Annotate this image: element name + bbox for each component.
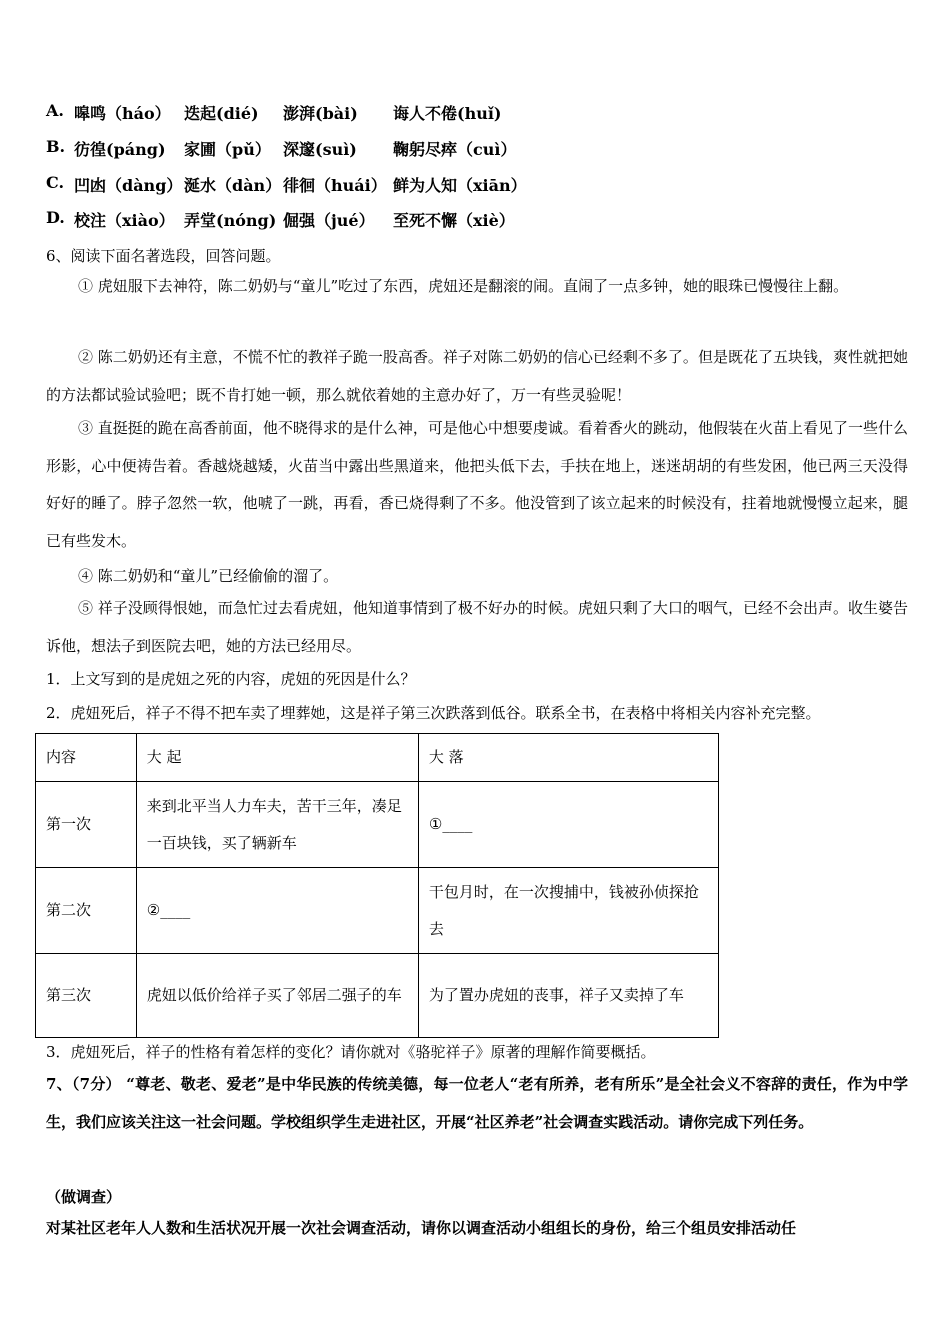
option-item: 倔强（jué）: [283, 211, 375, 230]
table-header: 内容: [36, 734, 137, 782]
table-cell: 第二次: [36, 868, 137, 954]
sub-question-1: 1．上文写到的是虎妞之死的内容，虎妞的死因是什么？: [46, 670, 416, 688]
option-item: 校注（xiào）: [74, 211, 175, 230]
fill-in-table: [35, 733, 719, 1038]
section-heading: （做调查）: [46, 1188, 122, 1206]
table-cell: 第三次: [36, 954, 137, 1038]
option-item: 鞠躬尽瘁（cuì）: [393, 140, 517, 159]
option-item: 澎湃(bài): [283, 104, 358, 123]
option-item: 嗥鸣（háo）: [74, 104, 171, 123]
option-item: 涎水（dàn）: [184, 176, 282, 195]
table-cell: 虎妞以低价给祥子买了邻居二强子的车: [136, 954, 418, 1038]
option-item: 彷徨(páng): [74, 140, 166, 159]
table-row: [36, 868, 719, 954]
option-item: 家圃（pǔ）: [184, 140, 271, 159]
question-7-intro: 7、（7分） “尊老、敬老、爱老”是中华民族的传统美德，每一位老人“老有所养，老有所乐”是全社会义不容辞的责任，作为中学生，我们应该关注这一社会问题。学校组织学生走进社区，开展“社区养老”社会调查实践活动。请你完成下列任务。: [46, 1075, 908, 1131]
excerpt-paragraph-3: ③ 直挺挺的跪在高香前面，他不晓得求的是什么神，可是他心中想要虔诚。看着香火的跳动，他假装在火苗上看见了一些什么形影，心中便祷告着。香越烧越矮，火苗当中露出些黑道来，他把头低下去，手扶在地上，迷迷胡胡的有些发困，他已两三天没得好好的睡了。脖子忽然一软，他唬了一跳，再看，香已烧得剩了不多。他没管到了该立起来的时候没有，拄着地就慢慢立起来，腿已有些发木。: [46, 419, 908, 550]
excerpt-paragraph-5: ⑤ 祥子没顾得恨她，而急忙过去看虎妞，他知道事情到了极不好办的时候。虎妞只剩了大口的咽气，已经不会出声。收生婆告诉他，想法子到医院去吧，她的方法已经用尽。: [46, 599, 908, 655]
option-label: D.: [46, 208, 65, 227]
option-label: C.: [46, 173, 65, 192]
sub-question-2: 2．虎妞死后，祥子不得不把车卖了埋葬她，这是祥子第三次跌落到低谷。联系全书，在表格中将相关内容补充完整。: [46, 704, 821, 722]
sub-question-3: 3．虎妞死后，祥子的性格有着怎样的变化？请你就对《骆驼祥子》原著的理解作简要概括。: [46, 1043, 656, 1061]
excerpt-paragraph-2: ② 陈二奶奶还有主意，不慌不忙的教祥子跪一股高香。祥子对陈二奶奶的信心已经剩不多了。但是既花了五块钱，爽性就把她的方法都试验试验吧；既不肯打她一顿，那么就依着她的主意办好了，万一有些灵验呢！: [46, 348, 908, 404]
table-cell: 第一次: [36, 782, 137, 868]
option-label: A.: [46, 101, 64, 120]
excerpt-paragraph-1: ① 虎妞服下去神符，陈二奶奶与“童儿”吃过了东西，虎妞还是翻滚的闹。直闹了一点多钟，她的眼珠已慢慢往上翻。: [78, 277, 849, 295]
option-item: 深邃(suì): [283, 140, 357, 159]
excerpt-paragraph-4: ④ 陈二奶奶和“童儿”已经偷偷的溜了。: [78, 567, 339, 585]
table-cell: 来到北平当人力车夫，苦干三年，凑足一百块钱，买了辆新车: [136, 782, 418, 868]
option-item: 诲人不倦(huǐ): [393, 104, 502, 123]
option-item: 迭起(dié): [184, 104, 259, 123]
option-item: 至死不懈（xiè）: [393, 211, 515, 230]
table-cell: ①____: [418, 782, 718, 868]
table-header-row: [36, 734, 719, 782]
option-item: 弄堂(nóng): [184, 211, 277, 230]
table-row: [36, 954, 719, 1038]
table-row: [36, 782, 719, 868]
table-cell: 为了置办虎妞的丧事，祥子又卖掉了车: [418, 954, 718, 1038]
question-6-title: 6、阅读下面名著选段，回答问题。: [46, 247, 281, 265]
option-item: 鲜为人知（xiān）: [393, 176, 527, 195]
question-7-task: 对某社区老年人人数和生活状况开展一次社会调查活动，请你以调查活动小组组长的身份，给三个组员安排活动任: [46, 1219, 797, 1237]
option-item: 凹凼（dàng）: [74, 176, 183, 195]
option-item: 徘徊（huái）: [283, 176, 387, 195]
table-header: 大 落: [418, 734, 718, 782]
table-header: 大 起: [136, 734, 418, 782]
table-cell: ②____: [136, 868, 418, 954]
option-label: B.: [46, 137, 66, 156]
table-cell: 干包月时，在一次搜捕中，钱被孙侦探抢去: [418, 868, 718, 954]
